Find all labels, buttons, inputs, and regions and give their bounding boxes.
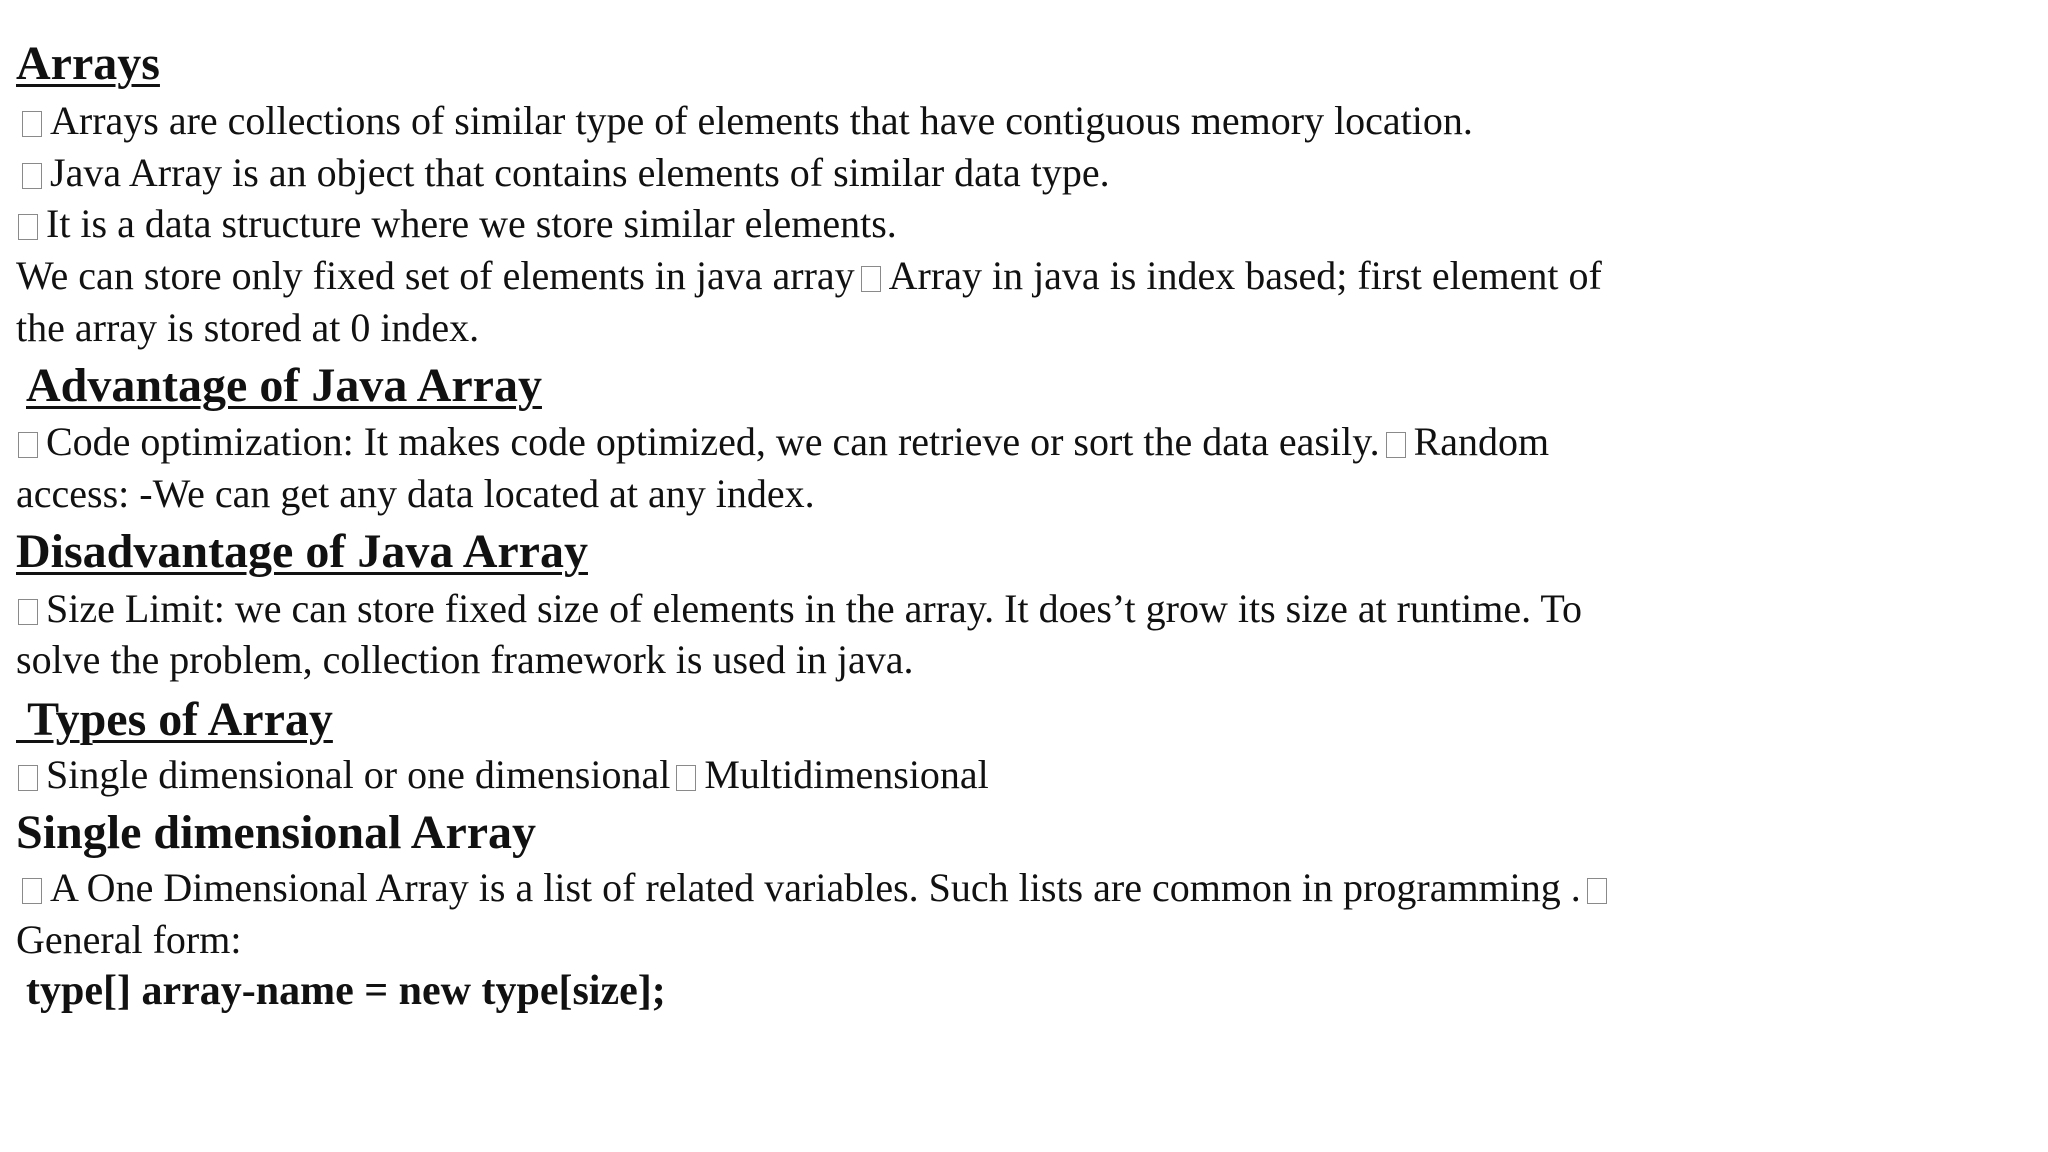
types-line bbox=[12, 751, 989, 799]
bullet-box-icon bbox=[861, 266, 881, 292]
heading-arrays: Arrays bbox=[16, 37, 160, 90]
disadvantage-line-1-text: Size Limit: we can store fixed size of elements in the array. It does’t grow its size at runtime. To bbox=[46, 586, 1583, 631]
arrays-bullet-3 bbox=[12, 200, 897, 248]
types-item-1-text: Single dimensional or one dimensional bbox=[46, 752, 671, 797]
bullet-box-icon bbox=[18, 432, 38, 458]
heading-disadvantage: Disadvantage of Java Array bbox=[16, 525, 588, 578]
advantage-line-1b-text: Random bbox=[1413, 419, 1550, 464]
arrays-line-5: the array is stored at 0 index. bbox=[16, 305, 480, 350]
bullet-box-icon bbox=[676, 765, 696, 791]
arrays-line-4 bbox=[16, 252, 1602, 300]
arrays-bullet-3-text: It is a data structure where we store similar elements. bbox=[46, 201, 897, 246]
single-line-1 bbox=[16, 864, 1615, 912]
heading-advantage: Advantage of Java Array bbox=[26, 359, 542, 412]
bullet-box-icon bbox=[18, 214, 38, 240]
arrays-bullet-2-text: Java Array is an object that contains elements of similar data type. bbox=[50, 150, 1110, 195]
arrays-bullet-2 bbox=[16, 149, 1110, 197]
bullet-box-icon bbox=[18, 765, 38, 791]
arrays-bullet-1-text: Arrays are collections of similar type of elements that have contiguous memory location. bbox=[50, 98, 1473, 143]
advantage-line-1a-text: Code optimization: It makes code optimized, we can retrieve or sort the data easily. bbox=[46, 419, 1380, 464]
types-item-2-text: Multidimensional bbox=[704, 752, 989, 797]
arrays-bullet-1 bbox=[16, 97, 1473, 145]
general-form-code: type[] array-name = new type[size]; bbox=[26, 968, 666, 1014]
bullet-box-icon bbox=[22, 111, 42, 137]
single-line-1-text: A One Dimensional Array is a list of related variables. Such lists are common in programming . bbox=[50, 865, 1581, 910]
bullet-box-icon bbox=[1386, 432, 1406, 458]
disadvantage-line-1 bbox=[12, 585, 1582, 633]
arrays-line-4b-text: Array in java is index based; first element of bbox=[888, 253, 1602, 298]
bullet-box-icon bbox=[1587, 878, 1607, 904]
heading-types: Types of Array bbox=[16, 693, 333, 746]
heading-single-dimensional: Single dimensional Array bbox=[16, 806, 537, 859]
bullet-box-icon bbox=[18, 599, 38, 625]
bullet-box-icon bbox=[22, 878, 42, 904]
single-line-2: General form: bbox=[16, 917, 242, 962]
advantage-line-1 bbox=[12, 418, 1549, 466]
bullet-box-icon bbox=[22, 163, 42, 189]
advantage-line-2: access: -We can get any data located at any index. bbox=[16, 471, 815, 516]
arrays-line-4a-text: We can store only fixed set of elements in java array bbox=[16, 253, 855, 298]
disadvantage-line-2: solve the problem, collection framework is used in java. bbox=[16, 637, 914, 682]
